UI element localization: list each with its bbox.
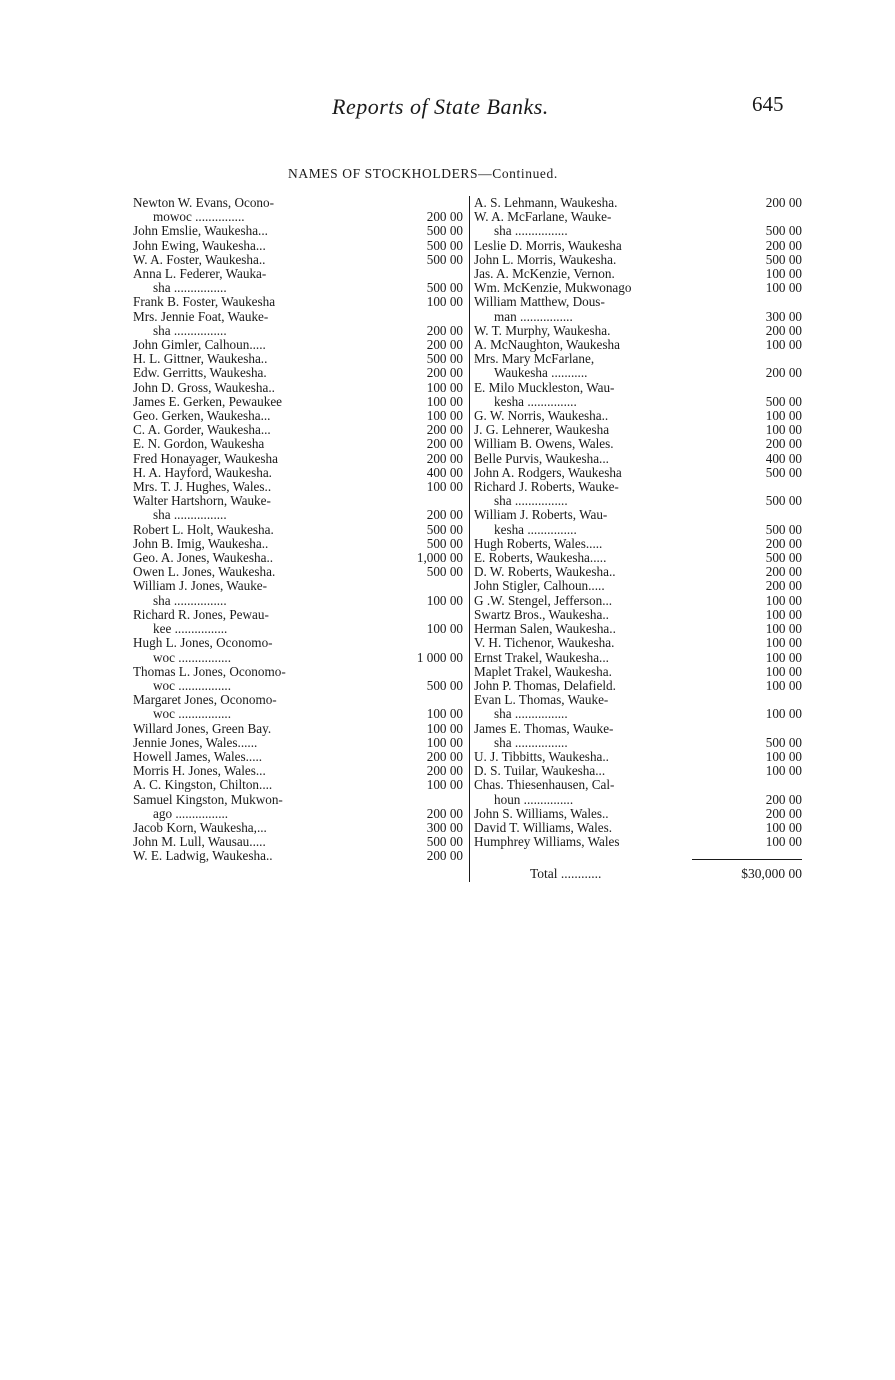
stock-amount: 100 00 [765,706,802,722]
stockholder-name: David T. Williams, Wales. [474,819,613,835]
stockholder-entry [133,423,463,437]
stockholder-name: Geo. A. Jones, Waukesha.. [133,550,274,566]
stock-amount: 500 00 [765,521,802,537]
stockholder-entry [474,239,802,253]
stockholder-name-continued: sha ................ [494,734,568,750]
stockholder-entry [133,736,463,750]
stockholder-entry [474,423,802,437]
stockholder-name: Herman Salen, Waukesha.. [474,621,616,637]
stockholder-name: Edw. Gerritts, Waukesha. [133,365,267,381]
stockholder-name-continued: kee ................ [153,621,228,637]
stockholder-entry [474,324,802,338]
stockholder-entry [133,366,463,380]
stockholder-name-continued: houn ............... [494,791,574,807]
stockholder-entry [474,807,802,821]
stockholder-entry [474,821,802,835]
stockholder-name: William Matthew, Dous- [474,294,605,310]
stockholder-entry [133,821,463,835]
stock-amount: 200 00 [765,564,802,580]
stock-amount: 200 00 [426,365,463,381]
stockholder-name: Mrs. Jennie Foat, Wauke- [133,308,269,324]
stockholder-entry [133,338,463,352]
stockholder-name: Jas. A. McKenzie, Vernon. [474,266,615,282]
stock-amount: 500 00 [765,464,802,480]
stockholder-name-continued: kesha ............... [494,393,577,409]
stockholder-entry [133,523,463,537]
stockholder-name: Jacob Korn, Waukesha,... [133,819,267,835]
stockholder-name: James E. Thomas, Wauke- [474,720,614,736]
stock-amount: 100 00 [426,393,463,409]
total-amount: $30,000 00 [741,866,802,881]
page-number: 645 [752,92,784,116]
stockholder-name: John Stigler, Calhoun..... [474,578,605,594]
running-head [0,92,895,126]
stockholder-name: Mrs. Mary McFarlane, [474,351,595,367]
stockholder-name: G. W. Norris, Waukesha.. [474,408,609,424]
section-heading: NAMES OF STOCKHOLDERS—Continued. [288,166,558,181]
stockholder-entry [133,778,463,792]
stockholder-name: John Ewing, Waukesha... [133,237,266,253]
stock-amount: 200 00 [426,763,463,779]
stockholder-name: John P. Thomas, Delafield. [474,677,616,693]
stock-amount: 200 00 [426,209,463,225]
stockholder-entry [474,750,802,764]
stockholder-entry [133,224,463,238]
stockholder-name: William J. Jones, Wauke- [133,578,268,594]
stockholder-name: Mrs. T. J. Hughes, Wales.. [133,479,272,495]
stock-amount: 100 00 [426,706,463,722]
stock-amount: 500 00 [426,351,463,367]
stockholder-name: A. C. Kingston, Chilton.... [133,777,273,793]
stockholder-entry [474,778,802,806]
column-divider [469,196,470,882]
stockholder-name: W. A. McFarlane, Wauke- [474,209,612,225]
stock-amount: 100 00 [765,819,802,835]
stock-amount: 500 00 [426,564,463,580]
stockholder-entry [133,665,463,693]
stockholder-name-continued: sha ................ [153,280,227,296]
stockholder-entry [133,295,463,309]
stock-amount: 100 00 [426,408,463,424]
total-rule [692,859,802,860]
stockholder-name: J. G. Lehnerer, Waukesha [474,422,610,438]
stockholder-entry [474,480,802,508]
stockholder-name: Morris H. Jones, Wales... [133,763,266,779]
stockholder-entry [474,409,802,423]
stock-amount: 100 00 [765,408,802,424]
stockholder-entry [474,622,802,636]
stock-amount: 200 00 [765,578,802,594]
stockholder-entry [133,849,463,863]
stockholder-name: John M. Lull, Wausau..... [133,834,266,850]
stockholder-entry [133,452,463,466]
stock-amount: 500 00 [765,251,802,267]
stockholder-name: D. W. Roberts, Waukesha.. [474,564,616,580]
stockholder-list-left [133,196,463,864]
stockholder-name: Fred Honayager, Waukesha [133,450,279,466]
stockholder-name: Hugh L. Jones, Oconomo- [133,635,273,651]
stockholder-entry [474,565,802,579]
stockholder-entry [474,253,802,267]
stockholder-name: Frank B. Foster, Waukesha [133,294,276,310]
stockholder-name: Jennie Jones, Wales...... [133,734,258,750]
stock-amount: 100 00 [765,677,802,693]
stockholder-entry [474,679,802,693]
stockholder-name: W. E. Ladwig, Waukesha.. [133,848,273,864]
stockholder-entry [133,494,463,522]
stockholder-entry [133,636,463,664]
stockholder-name: A. S. Lehmann, Waukesha. [474,195,618,210]
stockholder-entry [133,565,463,579]
stockholder-entry [474,295,802,323]
stockholder-list-right [474,196,802,849]
stock-amount: 100 00 [765,266,802,282]
stock-amount: 500 00 [426,251,463,267]
stockholder-name-continued: sha ................ [494,223,568,239]
stock-amount: 500 00 [426,535,463,551]
stockholder-name: A. McNaughton, Waukesha [474,337,620,353]
stockholder-name-continued: sha ................ [494,706,568,722]
stock-amount: 500 00 [765,223,802,239]
stockholder-entry [474,466,802,480]
stockholder-entry [474,352,802,380]
stockholder-name: E. N. Gordon, Waukesha [133,436,265,452]
stockholder-name: Ernst Trakel, Waukesha... [474,649,609,665]
stockholder-entry [474,452,802,466]
stock-amount: 500 00 [426,223,463,239]
stockholder-name-continued: woc ................ [153,649,232,665]
stock-amount: 200 00 [426,848,463,864]
stockholder-entry [133,310,463,338]
stockholder-name: Howell James, Wales..... [133,748,263,764]
stockholder-name-continued: mowoc ............... [153,209,245,225]
stockholder-name-continued: woc ................ [153,677,232,693]
stockholder-name: James E. Gerken, Pewaukee [133,393,283,409]
stock-amount: 400 00 [765,450,802,466]
stockholder-entry [474,608,802,622]
stock-amount: 200 00 [765,535,802,551]
stockholder-name-continued: sha ................ [153,322,227,338]
stock-amount: 500 00 [426,834,463,850]
stockholder-name: C. A. Gorder, Waukesha... [133,422,271,438]
stockholder-name: Samuel Kingston, Mukwon- [133,791,283,807]
stockholder-name: John L. Morris, Waukesha. [474,251,617,267]
stockholder-name: William J. Roberts, Wau- [474,507,608,523]
stockholder-name: Leslie D. Morris, Waukesha [474,237,622,253]
stockholder-name: E. Milo Muckleston, Wau- [474,379,615,395]
stockholder-name-continued: ago ................ [153,805,229,821]
stockholder-entry [133,352,463,366]
stockholder-entry [474,665,802,679]
stockholder-name: Anna L. Federer, Wauka- [133,266,267,282]
stockholder-entry [133,764,463,778]
stockholder-name: John S. Williams, Wales.. [474,805,609,821]
stockholder-entry [474,537,802,551]
stock-amount: 500 00 [765,550,802,566]
stock-amount: 200 00 [426,322,463,338]
stock-amount: 200 00 [426,507,463,523]
stockholder-entry [133,267,463,295]
stockholder-name: H. A. Hayford, Waukesha. [133,464,272,480]
stockholder-entry [133,437,463,451]
stock-amount: 100 00 [765,748,802,764]
stockholder-entry [133,480,463,494]
stockholder-entry [133,579,463,607]
stockholder-name: Evan L. Thomas, Wauke- [474,692,609,708]
stockholder-entry [133,395,463,409]
stockholder-name: Belle Purvis, Waukesha... [474,450,609,466]
stock-amount: 100 00 [426,379,463,395]
stockholder-entry [474,210,802,238]
stock-amount: 100 00 [765,280,802,296]
stockholder-name-continued: woc ................ [153,706,232,722]
stockholder-name: Geo. Gerken, Waukesha... [133,408,271,424]
stockholder-name: Chas. Thiesenhausen, Cal- [474,777,615,793]
stockholder-entry [133,722,463,736]
stock-amount: 500 00 [765,493,802,509]
stockholder-name: John Emslie, Waukesha... [133,223,268,239]
stockholder-name: Owen L. Jones, Waukesha. [133,564,276,580]
stock-amount: 1 000 00 [416,649,463,665]
stockholder-name-continued: sha ................ [153,592,227,608]
stock-amount: 1,000 00 [416,550,463,566]
stockholder-name: U. J. Tibbitts, Waukesha.. [474,748,609,764]
stockholder-entry [133,551,463,565]
stock-amount: 100 00 [765,763,802,779]
stock-amount: 200 00 [426,805,463,821]
stockholder-name-continued: sha ................ [153,507,227,523]
stock-amount: 400 00 [426,464,463,480]
stock-amount: 200 00 [765,805,802,821]
stockholder-entry [474,764,802,778]
stock-amount: 100 00 [426,479,463,495]
stock-amount: 500 00 [426,521,463,537]
stock-amount: 100 00 [426,720,463,736]
stockholder-entry [133,608,463,636]
stock-amount: 500 00 [426,237,463,253]
stock-amount: 200 00 [426,450,463,466]
stock-amount: 100 00 [765,337,802,353]
stock-amount: 500 00 [426,280,463,296]
stockholder-entry [133,409,463,423]
stock-amount: 100 00 [765,592,802,608]
stockholder-entry [474,579,802,593]
stockholder-name: D. S. Tuilar, Waukesha... [474,763,606,779]
stockholder-entry [133,239,463,253]
stockholder-entry [133,693,463,721]
stock-amount: 300 00 [426,819,463,835]
stockholder-name: Richard R. Jones, Pewau- [133,606,269,622]
stockholder-name-continued: kesha ............... [494,521,577,537]
stockholder-name: John B. Imig, Waukesha.. [133,535,269,551]
stockholder-name: Robert L. Holt, Waukesha. [133,521,274,537]
stockholder-entry [474,508,802,536]
stockholder-name: John A. Rodgers, Waukesha [474,464,622,480]
total-row [530,866,802,882]
stockholder-name: Swartz Bros., Waukesha.. [474,606,609,622]
stockholder-entry [474,437,802,451]
stockholder-name: Richard J. Roberts, Wauke- [474,479,619,495]
stock-amount: 200 00 [765,322,802,338]
stockholder-name: Maplet Trakel, Waukesha. [474,663,612,679]
stockholder-name: Wm. McKenzie, Mukwonago [474,280,632,296]
stockholder-name: William B. Owens, Wales. [474,436,614,452]
stock-amount: 200 00 [426,422,463,438]
stock-amount: 100 00 [426,592,463,608]
stockholder-name: Hugh Roberts, Wales..... [474,535,603,551]
stockholder-entry [474,267,802,281]
stock-amount: 200 00 [765,436,802,452]
stock-amount: 100 00 [426,734,463,750]
stock-amount: 200 00 [426,436,463,452]
stockholder-name: John Gimler, Calhoun..... [133,337,266,353]
running-title: Reports of State Banks. [332,94,549,119]
stockholder-name: W. T. Murphy, Waukesha. [474,322,611,338]
stockholder-entry [133,253,463,267]
stockholder-entry [133,537,463,551]
stock-amount: 200 00 [765,195,802,210]
stockholder-name-continued: sha ................ [494,493,568,509]
stockholder-name: W. A. Foster, Waukesha.. [133,251,266,267]
stockholder-entry [474,835,802,849]
stockholder-name: Newton W. Evans, Ocono- [133,195,275,210]
stockholder-entry [474,338,802,352]
stockholder-entry [133,381,463,395]
stock-amount: 200 00 [426,748,463,764]
stockholder-name: H. L. Gittner, Waukesha.. [133,351,268,367]
stockholder-entry [133,793,463,821]
stockholder-name: E. Roberts, Waukesha..... [474,550,607,566]
stockholder-entry [474,594,802,608]
stock-amount: 500 00 [765,393,802,409]
stockholder-name: G .W. Stengel, Jefferson... [474,592,613,608]
stock-amount: 100 00 [765,663,802,679]
stockholder-entry [474,281,802,295]
total-label: Total ............ [530,866,602,881]
stockholder-name-continued: man ................ [494,308,573,324]
stock-amount: 200 00 [765,365,802,381]
stock-amount: 100 00 [765,635,802,651]
stock-amount: 200 00 [765,791,802,807]
stockholder-entry [474,196,802,210]
stock-amount: 200 00 [765,237,802,253]
stockholder-name: John D. Gross, Waukesha.. [133,379,275,395]
stockholder-name: Willard Jones, Green Bay. [133,720,272,736]
stockholder-name: Margaret Jones, Oconomo- [133,692,277,708]
stockholder-entry [474,551,802,565]
stock-amount: 100 00 [765,649,802,665]
stock-amount: 100 00 [765,621,802,637]
stock-amount: 100 00 [426,621,463,637]
stockholder-name-continued: Waukesha ........... [494,365,588,381]
stock-amount: 300 00 [765,308,802,324]
stock-amount: 100 00 [765,422,802,438]
stockholder-entry [474,651,802,665]
stock-amount: 500 00 [426,677,463,693]
stockholder-entry [133,466,463,480]
stockholder-name: Walter Hartshorn, Wauke- [133,493,271,509]
stockholder-entry [133,196,463,224]
stock-amount: 100 00 [426,777,463,793]
stockholder-entry [474,722,802,750]
stockholder-entry [133,750,463,764]
stockholder-name: V. H. Tichenor, Waukesha. [474,635,615,651]
stockholder-entry [474,381,802,409]
stockholder-name: Thomas L. Jones, Oconomo- [133,663,286,679]
stock-amount: 100 00 [765,606,802,622]
stockholder-name: Humphrey Williams, Wales [474,834,620,850]
stockholder-entry [133,835,463,849]
stock-amount: 500 00 [765,734,802,750]
stock-amount: 200 00 [426,337,463,353]
stockholder-entry [474,636,802,650]
stock-amount: 100 00 [426,294,463,310]
stock-amount: 100 00 [765,834,802,850]
stockholder-entry [474,693,802,721]
